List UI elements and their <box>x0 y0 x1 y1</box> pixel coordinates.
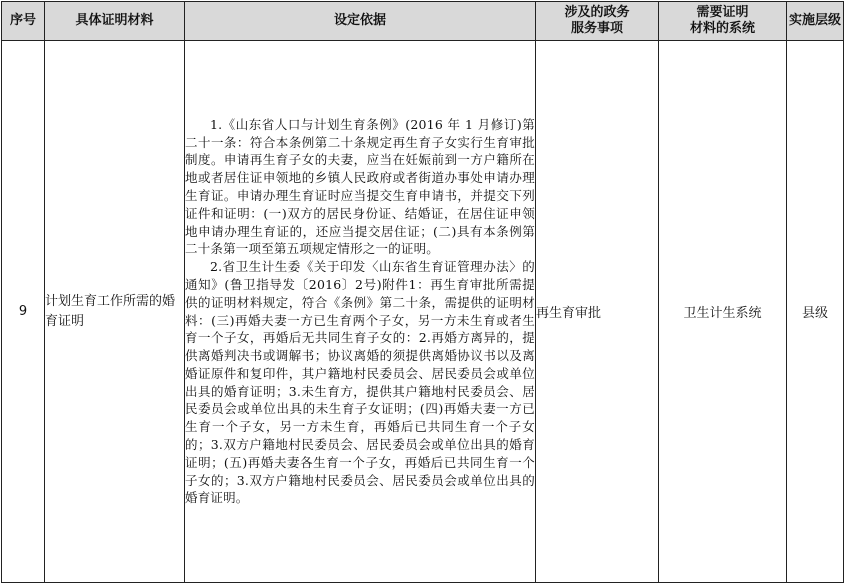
header-system-line1: 需要证明 <box>696 5 749 20</box>
header-basis: 设定依据 <box>185 2 536 41</box>
cell-basis <box>185 41 536 583</box>
cell-no: 9 <box>2 41 45 583</box>
header-service-line2: 服务事项 <box>570 21 623 36</box>
header-level: 实施层级 <box>787 2 844 41</box>
cell-service: 再生育审批 <box>536 41 659 583</box>
cell-material: 计划生育工作所需的婚育证明 <box>45 41 185 583</box>
table-header-row <box>2 2 844 41</box>
cell-system: 卫生计生系统 <box>659 41 787 583</box>
cell-level: 县级 <box>787 41 844 583</box>
header-material: 具体证明材料 <box>45 2 185 41</box>
basis-paragraph-2: 2.省卫生计生委《关于印发〈山东省生育证管理办法〉的通知》(鲁卫指导发〔2016〕2号)附件1：再生育审批所需提供的证明材料规定，符合《条例》第二十条，需提供的证明材料：(三)再婚夫妻一方已生育两个子女，另一方未生育或者生育一个子女，再婚后无共同生育子女的：2.再婚方离异的，提供离婚判决书或调解书；协议离婚的须提供离婚协议书以及离婚证原件和复印件，其户籍地村民委员会、居民委员会或单位出具的婚育证明；3.未生育方，提供其户籍地村民委员会、居民委员会或单位出具的未生育子女证明；(四)再婚夫妻一方已生育一个子女，另一方未生育，再婚后已共同生育一个子女的；3.双方户籍地村民委员会、居民委员会或单位出具的婚育证明；(五)再婚夫妻各生育一个子女，再婚后已共同生育一个子女的；3.双方户籍地村民委员会、居民委员会或单位出具的婚育证明。 <box>185 259 535 506</box>
basis-paragraph-1: 1.《山东省人口与计划生育条例》(2016 年 1 月修订)第二十一条：符合本条例第二十条规定再生育子女实行生育审批制度。申请再生育子女的夫妻，应当在妊娠前到一方户籍所在地或者居住证申领地的乡镇人民政府或者街道办事处申请办理生育证。申请办理生育证时应当提交生育申请书，并提交下列证件和证明：(一)双方的居民身份证、结婚证，在居住证申领地申请办理生育证的，还应当提交居住证；(二)具有本条例第二十条第一项至第五项规定情形之一的证明。 <box>185 116 535 257</box>
header-system-line2: 材料的系统 <box>689 21 755 36</box>
table-row <box>2 41 844 583</box>
header-service-line1: 涉及的政务 <box>564 5 630 20</box>
header-no: 序号 <box>2 2 45 41</box>
header-service <box>536 2 659 41</box>
header-system <box>659 2 787 41</box>
certificate-table <box>1 1 844 583</box>
